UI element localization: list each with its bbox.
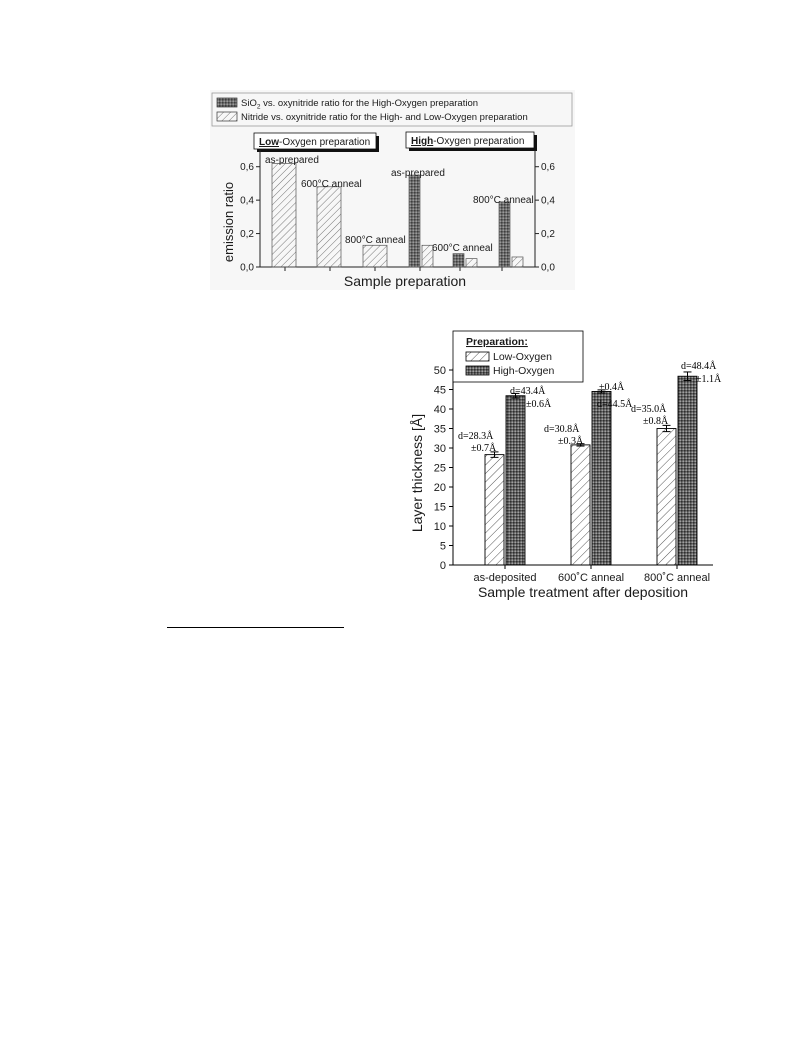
bar: [272, 163, 296, 267]
bar: [571, 445, 590, 565]
value-label: d=30.8Å: [544, 424, 580, 435]
bar-label: 600°C anneal: [301, 179, 362, 190]
error-label: ±1.1Å: [696, 374, 722, 385]
error-label: ±0.3Å: [558, 436, 584, 447]
y-tick-label: 0: [439, 560, 446, 572]
bar: [506, 396, 525, 565]
legend-swatch-sio2: [217, 98, 237, 107]
y-tick-label-right: 0,0: [541, 262, 555, 274]
legend: [212, 93, 572, 126]
error-label: ±0.7Å: [471, 443, 497, 454]
value-label: d=44.5Å: [597, 399, 633, 410]
y-tick-label: 10: [433, 521, 446, 533]
legend-label-nitride: Nitride vs. oxynitride ratio for the High- and Low-Oxygen preparation: [241, 112, 528, 123]
bar-label: 800°C anneal: [473, 195, 534, 206]
legend-swatch-nitride: [217, 112, 237, 121]
group-box-label: [259, 137, 370, 148]
legend-label-low: Low-Oxygen: [493, 351, 552, 363]
y-tick-label-left: 0,0: [240, 262, 254, 274]
y-tick-label: 25: [433, 462, 446, 475]
bar: [317, 187, 341, 267]
group-box-label: [411, 136, 524, 147]
bar-label: 800°C anneal: [345, 235, 406, 246]
layer-thickness-chart: [408, 330, 728, 610]
y-tick-label-left: 0,6: [240, 162, 254, 174]
y-tick-label: 40: [433, 404, 446, 416]
legend-label-high: High-Oxygen: [493, 365, 555, 377]
legend-label-sio2-subscript: 2: [256, 103, 261, 111]
y-tick-label: 35: [433, 423, 446, 436]
y-tick-label-right: 0,2: [541, 229, 555, 241]
legend-swatch-high: [466, 366, 489, 375]
value-label: d=35.0Å: [631, 404, 667, 415]
legend: [453, 331, 583, 382]
bar: [485, 455, 504, 565]
footnote-rule: [167, 627, 344, 628]
y-tick-label-left: 0,4: [240, 195, 254, 207]
bar-label: as-prepared: [391, 168, 445, 179]
x-tick-label: as-deposited: [473, 572, 537, 584]
y-tick-label: 20: [433, 482, 446, 494]
x-tick-label: 600˚C anneal: [557, 572, 625, 584]
bar: [453, 254, 464, 267]
value-label: d=43.4Å: [510, 386, 546, 397]
x-tick-label: 800˚C anneal: [643, 572, 711, 584]
error-label: ±0.8Å: [643, 416, 669, 427]
bar-label: 600°C anneal: [432, 243, 493, 254]
y-tick-label: 15: [433, 501, 446, 514]
bar: [466, 259, 477, 267]
y-tick-label-right: 0,4: [541, 195, 555, 207]
bar: [363, 245, 387, 267]
legend-label-sio2-rest: vs. oxynitride ratio for the High-Oxygen preparation: [260, 98, 479, 109]
legend-swatch-low: [466, 352, 489, 361]
error-label: ±0.4Å: [599, 382, 625, 393]
bar: [678, 376, 697, 565]
y-tick-label: 30: [433, 443, 446, 455]
bar: [499, 202, 510, 267]
x-axis-label: Sample preparation: [343, 273, 467, 289]
y-tick-label: 45: [433, 384, 446, 397]
error-label: ±0.6Å: [526, 399, 552, 410]
bar: [512, 257, 523, 267]
group-box-rest: -Oxygen preparation: [433, 136, 525, 147]
y-tick-label: 5: [439, 540, 446, 553]
y-tick-label-right: 0,6: [541, 162, 555, 174]
group-box-rest: -Oxygen preparation: [279, 137, 371, 148]
emission-ratio-chart: [210, 90, 575, 290]
group-box-bold: High: [411, 136, 434, 147]
y-tick-label-left: 0,2: [240, 229, 254, 241]
bar: [409, 175, 420, 267]
group-box-bold: Low: [259, 137, 279, 148]
legend-label-sio2: [241, 98, 478, 111]
legend-label-sio2-main: SiO: [241, 98, 257, 109]
bar: [657, 429, 676, 566]
bar-label: as-prepared: [265, 155, 319, 166]
y-tick-label: 50: [433, 365, 446, 377]
legend-title: Preparation:: [466, 336, 528, 348]
bars: [485, 372, 697, 565]
bar: [592, 391, 611, 565]
x-axis-label: Sample treatment after deposition: [477, 584, 689, 600]
value-label: d=48.4Å: [681, 361, 717, 372]
y-axis-label: emission ratio: [221, 181, 236, 263]
y-axis-label: Layer thickness [Å]: [409, 413, 425, 533]
value-label: d=28.3Å: [458, 431, 494, 442]
